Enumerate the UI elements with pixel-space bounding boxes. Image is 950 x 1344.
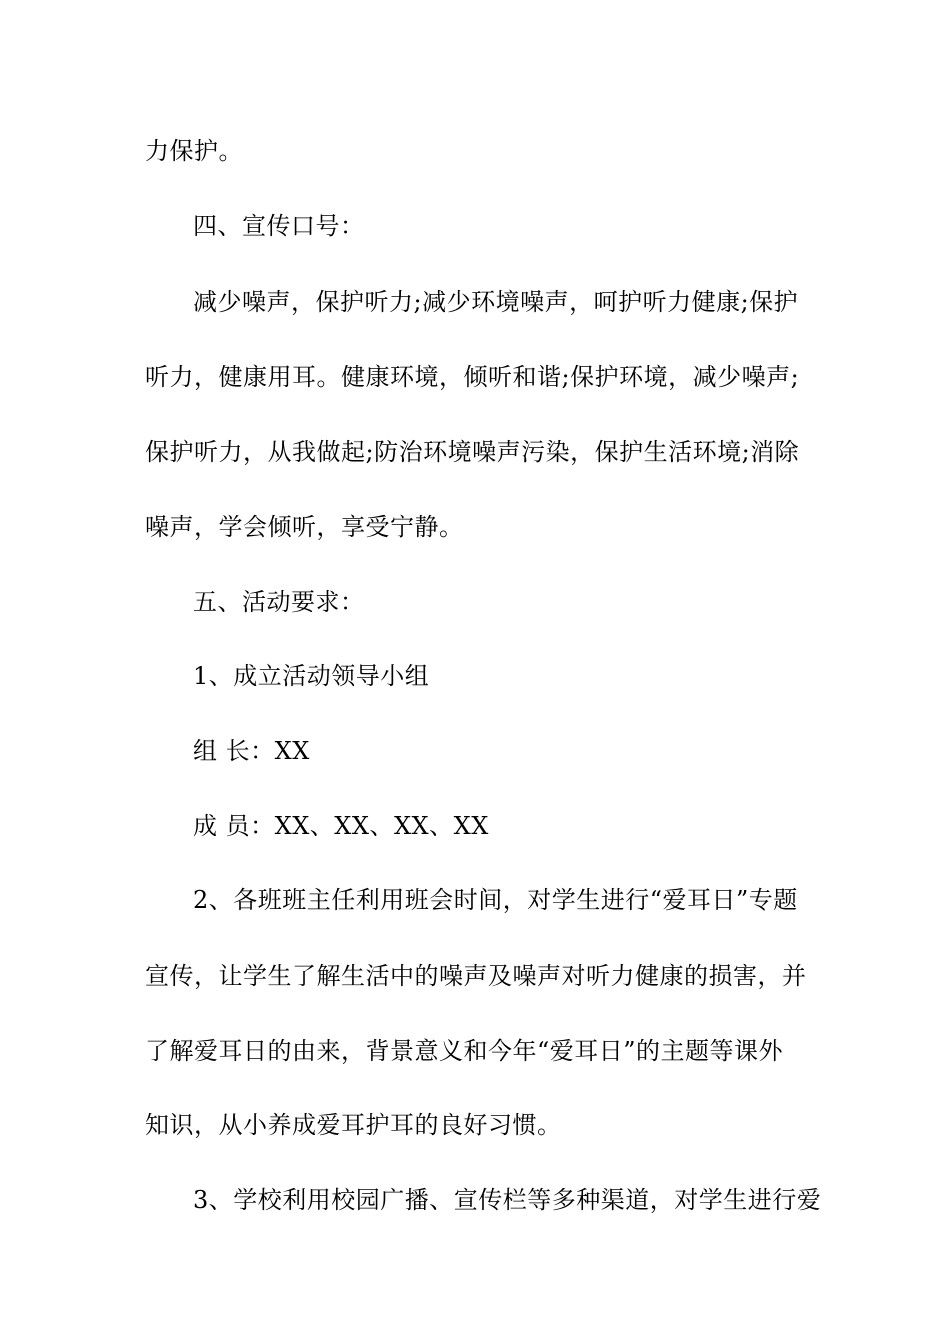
list-item: 2、各班班主任利用班会时间，对学生进行“爱耳日”专题 (193, 886, 798, 914)
paragraph-line: 知识，从小养成爱耳护耳的良好习惯。 (145, 1111, 562, 1139)
section-heading-slogans: 四、宣传口号： (193, 212, 365, 240)
paragraph-line: 噪声，学会倾听，享受宁静。 (145, 513, 464, 541)
list-item: 1、成立活动领导小组 (193, 662, 430, 690)
paragraph-line: 听力，健康用耳。健康环境，倾听和谐;保护环境，减少噪声; (145, 363, 800, 391)
group-leader-line: 组 长：XX (193, 737, 310, 765)
group-members-line: 成 员：XX、XX、XX、XX (193, 812, 489, 840)
list-item: 3、学校利用校园广播、宣传栏等多种渠道，对学生进行爱 (193, 1186, 822, 1214)
paragraph-line: 减少噪声，保护听力;减少环境噪声，呵护听力健康;保护 (193, 288, 799, 316)
paragraph-line: 宣传，让学生了解生活中的噪声及噪声对听力健康的损害，并 (145, 962, 807, 990)
paragraph-line: 了解爱耳日的由来，背景意义和今年“爱耳日”的主题等课外 (145, 1037, 784, 1065)
text-line-continuation: 力保护。 (145, 137, 243, 165)
section-heading-requirements: 五、活动要求： (193, 588, 365, 616)
paragraph-line: 保护听力，从我做起;防治环境噪声污染，保护生活环境;消除 (145, 438, 800, 466)
